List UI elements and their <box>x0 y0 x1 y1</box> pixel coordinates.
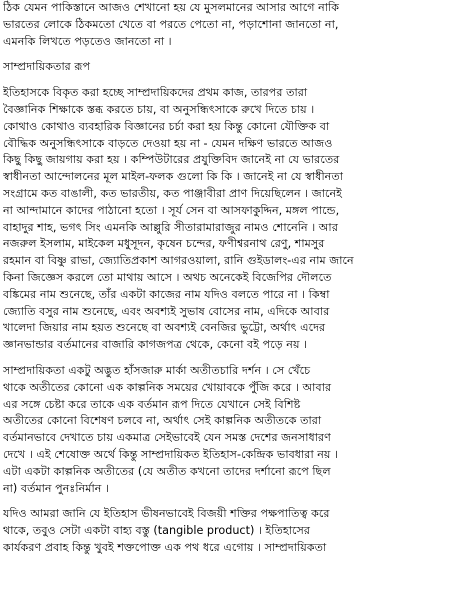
text-line: ইতিহাসকে বিকৃত করা হচ্ছে সাম্প্রদায়িকদের প্রথম কাজ, তারপর তারা <box>3 86 308 100</box>
text-line: বর্তমানভাবে দেখাতে চায় একমাত্র সেইভাবেই যেন সমস্ত দেশের জনসাধারণ <box>3 431 331 445</box>
text-line: নজরুল ইসলাম, মাইকেল মধুসূদন, কৃষেন চন্দের, ফণীশ্বরনাথ রেণু, শামসুর <box>3 237 325 251</box>
text-line: থাকে অতীতের কোনো এক কাল্পনিক সময়ের খোয়াবকে পুঁজি করে । আবার <box>3 380 332 394</box>
text-line: স্বাধীনতা আন্দোলনের মূল মাইল-ফলক গুলো কি কি । জানেই না যে স্বাধীনতা <box>3 170 343 184</box>
text-line: সাম্প্রদায়িকতা একটু অদ্ভুত হাঁসজারু মার্কা অতীতচারি দর্শন । সে খেঁচে <box>3 363 311 377</box>
text-line: কার্যকরণ প্রবাহ কিন্তু খুবই শক্তপোক্ত এক পথ ধরে এগোয় । সাম্প্রদায়িকতা <box>3 540 327 554</box>
text-line: এটা একটা কাল্পনিক অতীতের (যে অতীত কখনো তাদের দর্শানো রূপে ছিল <box>3 464 331 478</box>
text-line: এর সঙ্গে চেষ্টা করে তাকে এক বর্তমান রূপ দিতে যেখানে সেই বিশিষ্ট <box>3 397 301 411</box>
text-line: কিনা জিজ্ঞেস করলে তো মাথায় আসে । অথচ অনেকেই বিজেপির দৌলতে <box>3 270 332 284</box>
text-line: বাহাদুর শাহ, ভগৎ সিং এমনকি আল্লুরি সীতারামারাজুর নামও শোনেনি । আর <box>3 220 338 234</box>
text-line: জ্ঞানভান্ডার বর্তমানের বাজারি কাগজপত্র থেকে, কেনো বই পড়ে নয় । <box>3 338 308 352</box>
section-heading: সাম্প্রদায়িকতার রূপ <box>3 60 91 74</box>
text-line: খালেদা জিয়ার নাম হয়ত শুনেছে বা অবশ্যই বেনজির ভুট্টো, অর্থাৎ এদের <box>3 321 326 335</box>
text-line: ঠিক যেমন পাকিস্তানে আজও শেখানো হয় যে মুসলমানের আসার আগে নাকি <box>3 1 340 14</box>
text-line: রহমান বা বিষ্ণু রাভা, জ্যোতিপ্রকাশ আগরওয়ালা, রানি গুইডালং-এর নাম জানে <box>3 254 354 268</box>
paragraph-history <box>3 506 454 556</box>
text-line: অতীতের কোনো বিশেষণ চলবে না, অর্থাৎ সেই কাল্পনিক অতীতকে তারা <box>3 414 322 428</box>
text-line: ভারতের লোকে ঠিকমতো খেতে বা পরতে পেতো না, পড়াশোনা জানতো না, <box>3 17 339 31</box>
text-line: কিছু কিছু জায়গায় করা হয় । কম্পিউটারের প্রযুক্তিবিদ জানেই না যে ভারতের <box>3 153 340 167</box>
text-line: বঙ্কিমের নাম শুনেছে, তাঁর একটা কাজের নাম যদিও বলতে পারে না । কিম্বা <box>3 287 330 301</box>
text-line: থাকে, তবুও সেটা একটা বাহ্য বস্তু (tangible product) । ইতিহাসের <box>3 524 311 538</box>
paragraph-distortion <box>3 85 454 354</box>
text-line: যদিও আমরা জানি যে ইতিহাস ভীষনভাবেই বিজয়ী শক্তির পক্ষপাতিত্ব করে <box>3 507 330 521</box>
paragraph-intro <box>3 0 454 50</box>
text-line: না) বর্তমান পুনঃনির্মান । <box>3 481 109 495</box>
text-line: কোথাও কোথাও ব্যবহারিক বিজ্ঞানের চর্চা করা হয় কিন্তু কোনো যৌক্তিক বা <box>3 119 330 133</box>
text-line: বৌদ্ধিক অনুসন্ধিৎসাকে বাড়তে দেওয়া হয় না - যেমন দক্ষিণ ভারতে আজও <box>3 136 333 150</box>
text-line: এমনকি লিখতে পড়তেও জানতো না । <box>3 34 172 48</box>
text-line: জ্যোতি বসুর নাম শুনেছে, এবং অবশ্যই সুভাষ বোসের নাম, এদিকে আবার <box>3 304 330 318</box>
text-line: বৈজ্ঞানিক শিক্ষাকে স্তব্ধ করতে চায়, বা অনুসন্ধিৎসাকে রুখে দিতে চায় । <box>3 102 315 116</box>
paragraph-philosophy <box>3 363 454 497</box>
text-line: সংগ্রামে কত বাঙালী, কত ভারতীয়, কত পাঞ্জাবীরা প্রাণ দিয়েছিলেন । জানেই <box>3 186 342 200</box>
text-line: না আন্দামানে কাদের পাঠানো হতো । সূর্য সেন বা আসফাকুদ্দিন, মঙ্গল পান্ডে, <box>3 203 340 217</box>
text-line: দেখে । এই শেষোক্ত অর্থে কিন্তু সাম্প্রদায়িকত ইতিহাস-কেন্দ্রিক ভাবধারা নয় । <box>3 447 339 461</box>
